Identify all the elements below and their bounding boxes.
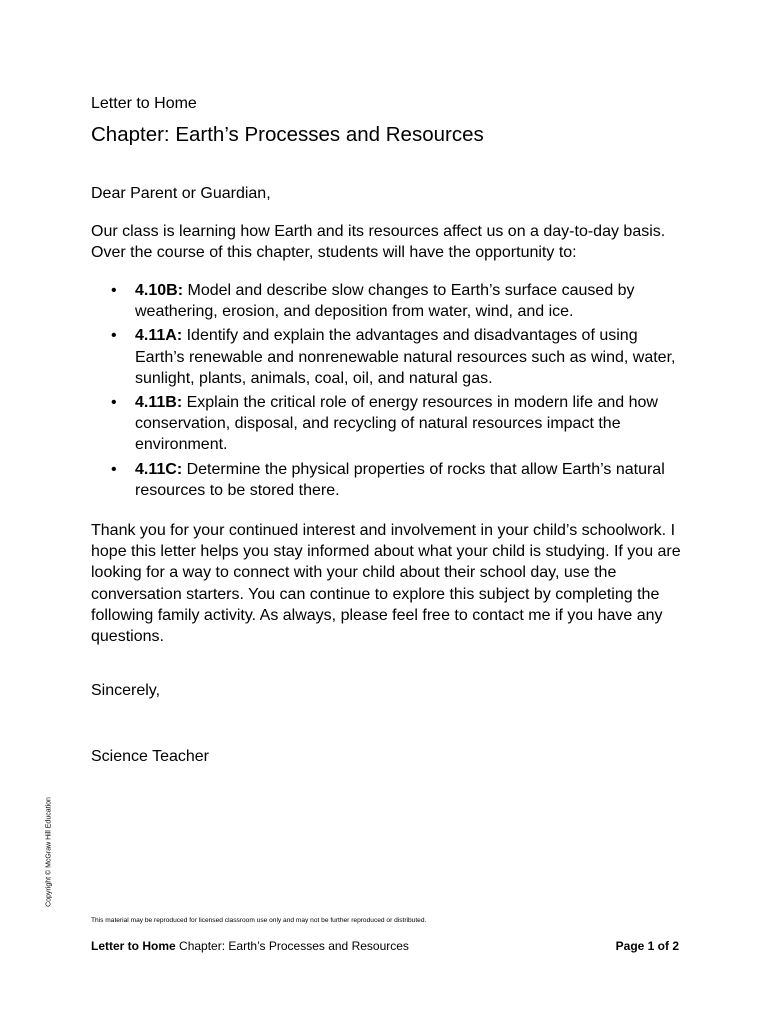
footer-chapter: Chapter: Earth’s Processes and Resources — [179, 939, 409, 953]
footer-document-info — [91, 938, 409, 954]
objective-text: Model and describe slow changes to Earth’s surface caused by weathering, erosion, and deposition from water, wind, and ice. — [135, 282, 635, 321]
objective-code: 4.11A: — [135, 327, 183, 345]
salutation: Dear Parent or Guardian, — [91, 185, 271, 202]
signoff: Sincerely, — [91, 682, 161, 699]
objective-code: 4.11B: — [135, 394, 183, 412]
reproduction-notice: This material may be reproduced for licensed classroom use only and may not be further reproduced or distributed. — [91, 917, 427, 924]
objective-text: Determine the physical properties of rocks that allow Earth’s natural resources to be stored there. — [135, 460, 665, 499]
bullet-icon: • — [111, 327, 117, 345]
bullet-icon: • — [111, 394, 117, 412]
objective-text: Identify and explain the advantages and disadvantages of using Earth’s renewable and nonrenewable natural resources such as wind, water, sunlight, plants, animals, coal, oil, and natural gas. — [135, 327, 676, 387]
copyright-notice: Copyright © McGraw Hill Education — [45, 797, 53, 907]
page-title: Chapter: Earth’s Processes and Resources — [91, 123, 484, 146]
bullet-icon: • — [111, 282, 117, 299]
closing-paragraph: Thank you for your continued interest and involvement in your child’s schoolwork. I hope this letter helps you stay informed about what your child is studying. If you are looking for a way to connect with your child about their school day, use the conversation starters. You can continue to explore this subject by completing the following family activity. As always, please feel free to contact me if you have any questions. — [91, 522, 681, 646]
document-label: Letter to Home — [91, 95, 197, 112]
objective-item — [91, 459, 681, 501]
objectives-list — [91, 280, 681, 504]
bullet-icon: • — [111, 460, 117, 478]
signature: Science Teacher — [91, 748, 209, 765]
objective-code: 4.10B: — [135, 282, 184, 299]
footer-doc-type: Letter to Home — [91, 939, 176, 953]
objective-item — [91, 325, 681, 389]
objective-code: 4.11C: — [135, 460, 183, 478]
intro-paragraph: Our class is learning how Earth and its resources affect us on a day-to-day basis. Over the course of this chapter, students will have the opportunity to: — [91, 223, 666, 262]
page-footer — [91, 938, 679, 956]
objective-text: Explain the critical role of energy resources in modern life and how conservation, disposal, and recycling of natural resources impact the environment. — [135, 394, 658, 454]
objective-item — [91, 392, 681, 456]
page-number: Page 1 of 2 — [615, 939, 679, 953]
objective-item — [91, 280, 681, 322]
